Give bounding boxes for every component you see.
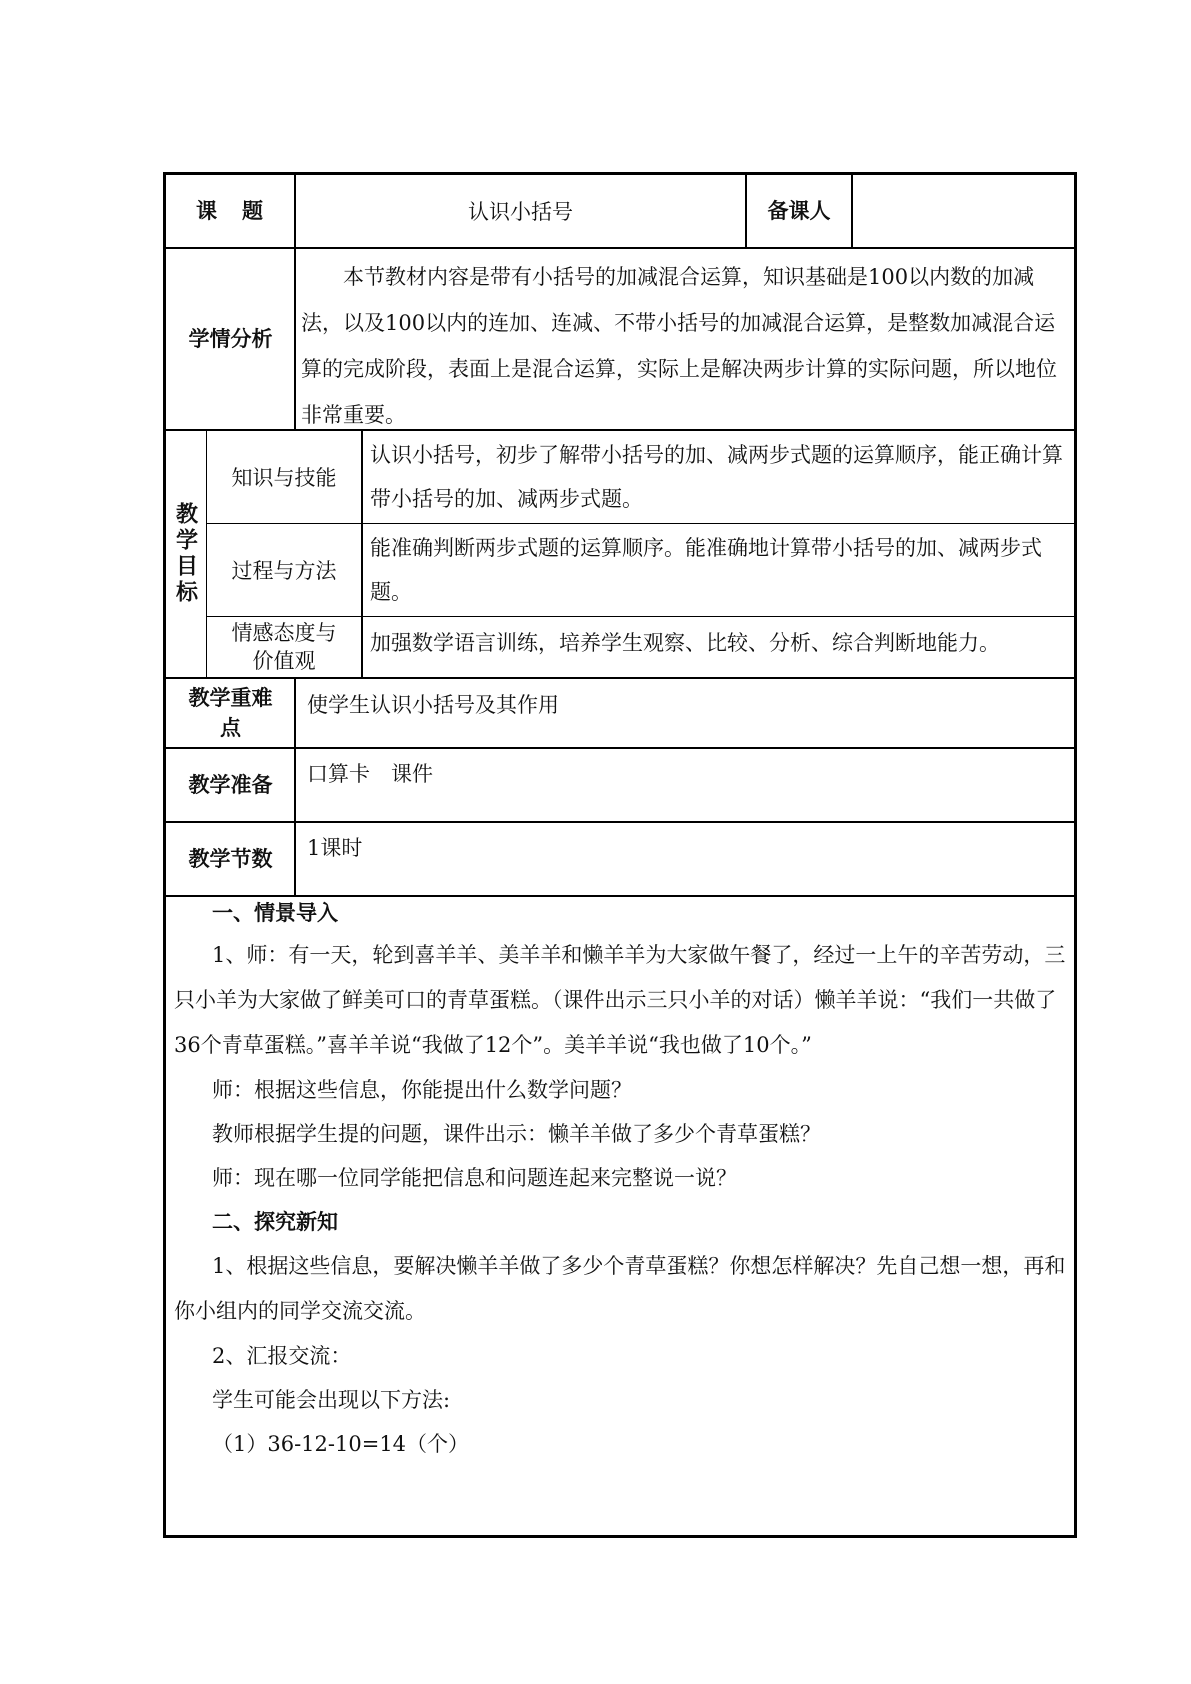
- goal-attitude-label-line2: 价值观: [252, 649, 316, 673]
- goal-knowledge-label: 知识与技能: [231, 466, 337, 490]
- analysis-label: 学情分析: [188, 326, 273, 351]
- lesson-plan-table: [163, 172, 1077, 1538]
- periods-text: 1课时: [307, 836, 363, 860]
- key-points-label-line1: 教学重难: [188, 685, 273, 710]
- section1-paragraph1: 1、师：有一天，轮到喜羊羊、美羊羊和懒羊羊为大家做午餐了，经过一上午的辛苦劳动，三只小羊为大家做了鲜美可口的青草蛋糕。（课件出示三只小羊的对话）懒羊羊说：“我们一共做了36个青草蛋糕。”喜羊羊说“我做了12个”。美羊羊说“我也做了10个。”: [174, 943, 1066, 1057]
- goal-attitude-label: [207, 617, 361, 677]
- periods-label: 教学节数: [188, 846, 273, 871]
- goal-attitude-text: 加强数学语言训练，培养学生观察、比较、分析、综合判断地能力。: [370, 631, 1000, 655]
- section1-paragraph2: 师：根据这些信息，你能提出什么数学问题？: [212, 1078, 632, 1102]
- key-points-text: 使学生认识小括号及其作用: [307, 693, 559, 717]
- preparer-label: 备课人: [767, 198, 831, 223]
- section1-paragraph3: 教师根据学生提的问题，课件出示：懒羊羊做了多少个青草蛋糕？: [212, 1122, 821, 1146]
- section2-paragraph2: 2、汇报交流：: [212, 1344, 352, 1368]
- topic-value: 认识小括号: [468, 200, 573, 224]
- key-points-label-line2: 点: [220, 715, 241, 740]
- section2-paragraph1: 1、根据这些信息，要解决懒羊羊做了多少个青草蛋糕？你想怎样解决？先自己想一想，再和你小组内的同学交流交流。: [174, 1254, 1066, 1323]
- section2-title: 二、探究新知: [212, 1209, 338, 1234]
- preparation-text: 口算卡 课件: [307, 762, 433, 786]
- key-points-label: [166, 679, 295, 747]
- preparer-value: [852, 175, 1074, 247]
- section1-paragraph4: 师：现在哪一位同学能把信息和问题连起来完整说一说？: [212, 1166, 737, 1190]
- goal-process-text: 能准确判断两步式题的运算顺序。能准确地计算带小括号的加、减两步式题。: [370, 536, 1042, 604]
- goal-knowledge-text: 认识小括号，初步了解带小括号的加、减两步式题的运算顺序，能正确计算带小括号的加、减两步式题。: [370, 443, 1063, 511]
- topic-label: 课 题: [196, 198, 265, 223]
- goals-label: 教学目标: [172, 502, 199, 606]
- section2-paragraph4: （1）36-12-10=14（个）: [212, 1432, 470, 1456]
- analysis-text: 本节教材内容是带有小括号的加减混合运算，知识基础是100以内数的加减法，以及100以内的连加、连减、不带小括号的加减混合运算，是整数加减混合运算的完成阶段，表面上是混合运算，实际上是解决两步计算的实际问题，所以地位非常重要。: [301, 265, 1057, 427]
- section1-title: 一、情景导入: [212, 900, 338, 925]
- teaching-process: [174, 893, 1070, 1533]
- preparation-label: 教学准备: [188, 772, 273, 797]
- section2-paragraph3: 学生可能会出现以下方法:: [212, 1388, 451, 1412]
- goal-attitude-label-line1: 情感态度与: [231, 621, 337, 645]
- goal-process-label: 过程与方法: [231, 559, 337, 583]
